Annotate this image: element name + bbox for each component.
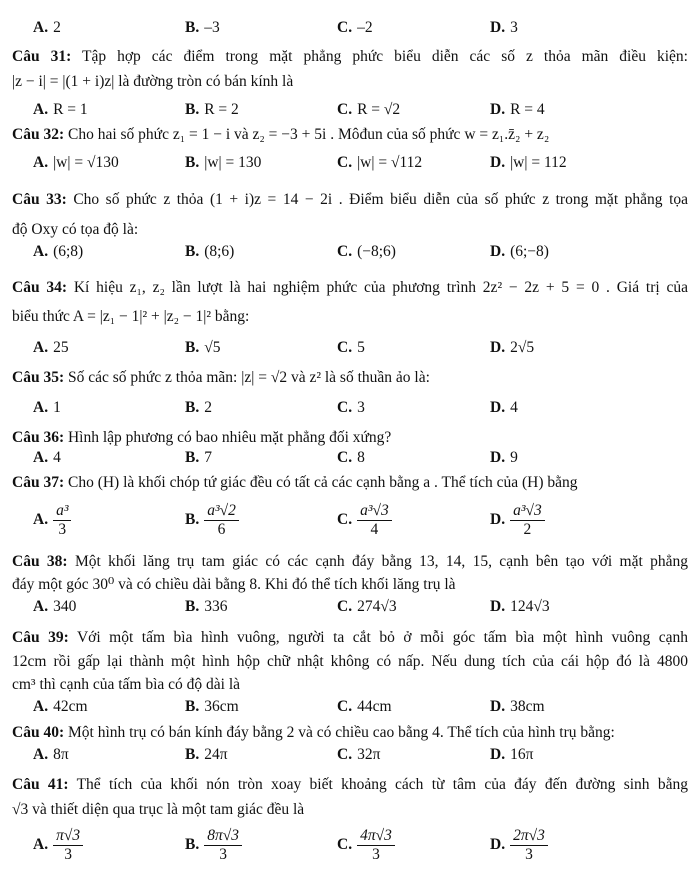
fraction	[357, 502, 392, 539]
answer-option	[185, 152, 261, 174]
option-letter: D.	[490, 836, 506, 854]
option-letter: D.	[490, 19, 506, 36]
answer-option	[185, 823, 242, 867]
option-text: (6;8)	[53, 243, 84, 260]
question-text: độ Oxy có tọa độ là:	[12, 221, 139, 238]
option-letter: A.	[33, 511, 49, 529]
fraction-denominator: 3	[58, 520, 67, 538]
question-label: Câu 34:	[12, 279, 68, 296]
option-text: (8;6)	[204, 243, 235, 260]
question-line	[12, 277, 688, 299]
question-label: Câu 39:	[12, 629, 69, 646]
option-letter: B.	[185, 449, 200, 466]
question-label: Câu 40:	[12, 724, 65, 741]
answer-option	[490, 696, 545, 718]
question-line	[12, 722, 688, 744]
question-text: Cho (H) là khối chóp tứ giác đều có tất cả các cạnh bằng a . Thể tích của (H) bằng	[67, 474, 578, 491]
answer-option	[490, 397, 518, 419]
option-text: 8	[357, 449, 365, 466]
option-letter: B.	[185, 399, 200, 416]
option-letter: C.	[337, 399, 353, 416]
question-line	[12, 627, 688, 649]
option-text: –2	[357, 19, 373, 36]
option-letter: A.	[33, 19, 49, 36]
answer-option	[337, 498, 392, 542]
question-line	[12, 124, 688, 146]
question-label: Câu 38:	[12, 553, 68, 570]
question-text: √3 và thiết diện qua trục là một tam giác đều là	[12, 801, 305, 818]
answer-option	[33, 152, 119, 174]
answer-option	[490, 447, 518, 469]
option-letter: A.	[33, 339, 49, 356]
option-text: 36cm	[204, 698, 239, 715]
fraction	[204, 502, 239, 539]
answer-option	[337, 447, 365, 469]
option-text: 16π	[510, 746, 534, 763]
option-letter: A.	[33, 698, 49, 715]
answer-option	[490, 498, 545, 542]
fraction-denominator: 3	[372, 845, 380, 863]
question-line	[12, 551, 688, 573]
question-line	[12, 189, 688, 211]
fraction-denominator: 3	[219, 845, 227, 863]
question-line	[12, 219, 688, 241]
answer-option	[490, 823, 548, 867]
question-text: Thể tích của khối nón tròn xoay biết khoảng cách từ tâm của đáy đến đường sinh bằng	[76, 776, 688, 793]
option-text: 3	[357, 399, 365, 416]
fraction-denominator: 6	[217, 520, 226, 538]
option-letter: B.	[185, 19, 200, 36]
question-line	[12, 651, 688, 673]
option-letter: A.	[33, 399, 49, 416]
option-letter: B.	[185, 154, 200, 171]
option-letter: D.	[490, 598, 506, 615]
option-text: R = 1	[53, 101, 88, 118]
option-letter: D.	[490, 698, 506, 715]
option-text: 5	[357, 339, 365, 356]
answer-option	[33, 17, 61, 39]
question-line	[12, 427, 688, 449]
answer-option	[33, 337, 69, 359]
option-letter: B.	[185, 746, 200, 763]
question-line	[12, 71, 688, 93]
option-text: 274√3	[357, 598, 397, 615]
answer-option	[185, 498, 239, 542]
answer-option	[33, 744, 69, 766]
option-letter: C.	[337, 101, 353, 118]
option-letter: D.	[490, 449, 506, 466]
question-label: Câu 33:	[12, 191, 67, 208]
answer-option	[185, 241, 234, 263]
question-label: Câu 32:	[12, 126, 65, 143]
option-letter: D.	[490, 399, 506, 416]
option-letter: C.	[337, 746, 353, 763]
option-text: 4	[510, 399, 518, 416]
option-text: 24π	[204, 746, 228, 763]
option-text: R = 4	[510, 101, 545, 118]
question-text: Tập hợp các điểm trong mặt phẳng phức biểu diễn các số z thỏa mãn điều kiện:	[81, 48, 688, 65]
answer-option	[337, 823, 395, 867]
option-text: 2	[204, 399, 212, 416]
answer-option	[337, 397, 365, 419]
answer-option	[490, 337, 534, 359]
fraction-denominator: 4	[370, 520, 379, 538]
question-line	[12, 367, 688, 389]
option-letter: C.	[337, 598, 353, 615]
question-text: Cho số phức z thỏa (1 + i)z = 14 − 2i . Điểm biểu diễn của số phức z trong mặt phẳng tọa	[73, 191, 688, 208]
fraction-numerator: a³√3	[357, 502, 392, 521]
question-text: Một hình trụ có bán kính đáy bằng 2 và có chiều cao bằng 4. Thể tích của hình trụ bằng:	[67, 724, 615, 741]
answer-option	[33, 596, 76, 618]
answer-option	[337, 337, 365, 359]
option-text: 42cm	[53, 698, 88, 715]
question-text: |z − i| = |(1 + i)z| là đường tròn có bán kính là	[12, 73, 294, 90]
question-label: Câu 37:	[12, 474, 65, 491]
answer-option	[33, 696, 88, 718]
option-text: R = 2	[204, 101, 239, 118]
answer-option	[337, 17, 373, 39]
answer-option	[490, 152, 567, 174]
option-text: 1	[53, 399, 61, 416]
fraction	[510, 827, 548, 864]
option-text: 124√3	[510, 598, 550, 615]
option-text: 8π	[53, 746, 69, 763]
option-letter: C.	[337, 243, 353, 260]
answer-option	[337, 152, 422, 174]
question-text: đáy một góc 30⁰ và có chiều dài bằng 8. Khi đó thể tích khối lăng trụ là	[12, 576, 456, 593]
option-letter: C.	[337, 19, 353, 36]
answer-option	[33, 447, 61, 469]
question-line	[12, 574, 688, 596]
fraction-numerator: 2π√3	[510, 827, 548, 846]
answer-option	[337, 99, 400, 121]
option-letter: A.	[33, 836, 49, 854]
option-letter: C.	[337, 698, 353, 715]
answer-option	[185, 337, 220, 359]
answer-option	[185, 744, 228, 766]
option-letter: D.	[490, 746, 506, 763]
option-text: (6;−8)	[510, 243, 549, 260]
fraction-numerator: 8π√3	[204, 827, 242, 846]
question-line	[12, 674, 688, 696]
question-line	[12, 774, 688, 796]
option-letter: B.	[185, 243, 200, 260]
question-label: Câu 31:	[12, 48, 72, 65]
fraction	[510, 502, 545, 539]
option-text: 44cm	[357, 698, 392, 715]
question-text: cm³ thì cạnh của tấm bìa có độ dài là	[12, 676, 241, 693]
answer-option	[337, 596, 397, 618]
question-text: biểu thức A = |z₁ − 1|² + |z₂ − 1|² bằng:	[12, 308, 250, 325]
option-text: 9	[510, 449, 518, 466]
option-letter: C.	[337, 836, 353, 854]
answer-option	[490, 744, 533, 766]
question-label: Câu 35:	[12, 369, 65, 386]
fraction-numerator: a³√3	[510, 502, 545, 521]
option-letter: B.	[185, 598, 200, 615]
option-letter: D.	[490, 511, 506, 529]
answer-option	[490, 17, 518, 39]
fraction-numerator: a³	[53, 502, 71, 521]
fraction-numerator: a³√2	[204, 502, 239, 521]
option-text: |w| = √130	[53, 154, 119, 171]
question-text: Cho hai số phức z₁ = 1 − i và z₂ = −3 + 5i . Môđun của số phức w = z₁.z̄₂ + z₂	[67, 126, 550, 143]
answer-option	[185, 696, 239, 718]
answer-option	[185, 447, 212, 469]
question-text: Kí hiệu z₁, z₂ lần lượt là hai nghiệm phức của phương trình 2z² − 2z + 5 = 0 . Giá trị của	[73, 279, 688, 296]
option-text: 25	[53, 339, 69, 356]
option-letter: B.	[185, 698, 200, 715]
option-letter: A.	[33, 101, 49, 118]
question-text: Hình lập phương có bao nhiêu mặt phẳng đối xứng?	[67, 429, 392, 446]
option-text: –3	[204, 19, 220, 36]
fraction	[53, 502, 71, 539]
option-text: 3	[510, 19, 518, 36]
question-line	[12, 46, 688, 68]
fraction	[53, 827, 83, 864]
option-letter: A.	[33, 243, 49, 260]
question-line	[12, 472, 688, 494]
answer-option	[185, 397, 212, 419]
option-letter: C.	[337, 511, 353, 529]
option-text: 32π	[357, 746, 381, 763]
answer-option	[33, 99, 88, 121]
answer-option	[185, 17, 220, 39]
fraction-denominator: 3	[64, 845, 72, 863]
option-text: 336	[204, 598, 228, 615]
answer-option	[185, 99, 239, 121]
option-letter: A.	[33, 598, 49, 615]
question-label: Câu 36:	[12, 429, 65, 446]
option-letter: D.	[490, 154, 506, 171]
answer-option	[337, 696, 392, 718]
fraction	[204, 827, 242, 864]
option-letter: B.	[185, 339, 200, 356]
answer-option	[185, 596, 227, 618]
option-letter: B.	[185, 101, 200, 118]
answer-option	[33, 397, 61, 419]
question-line	[12, 306, 688, 328]
option-letter: A.	[33, 154, 49, 171]
answer-option	[33, 823, 83, 867]
option-text: |w| = 130	[204, 154, 262, 171]
option-letter: B.	[185, 836, 200, 854]
option-letter: D.	[490, 243, 506, 260]
option-text: √5	[204, 339, 221, 356]
option-letter: B.	[185, 511, 200, 529]
answer-option	[490, 596, 550, 618]
question-text: Một khối lăng trụ tam giác có các cạnh đáy bằng 13, 14, 15, cạnh bên tạo với mặt phẳng	[74, 553, 688, 570]
option-letter: D.	[490, 101, 506, 118]
fraction-numerator: π√3	[53, 827, 83, 846]
question-text: 12cm rồi gấp lại thành một hình hộp chữ nhật không có nấp. Nếu dung tích của cái hộp đó là 4800	[12, 653, 688, 670]
option-letter: C.	[337, 449, 353, 466]
fraction-denominator: 3	[525, 845, 533, 863]
option-letter: C.	[337, 154, 353, 171]
answer-option	[337, 744, 380, 766]
option-text: 340	[53, 598, 77, 615]
option-letter: D.	[490, 339, 506, 356]
answer-option	[33, 498, 71, 542]
fraction-numerator: 4π√3	[357, 827, 395, 846]
answer-option	[33, 241, 83, 263]
answer-option	[490, 99, 545, 121]
fraction	[357, 827, 395, 864]
option-letter: A.	[33, 746, 49, 763]
answer-option	[490, 241, 549, 263]
option-text: 4	[53, 449, 61, 466]
fraction-denominator: 2	[523, 520, 532, 538]
option-text: |w| = 112	[510, 154, 567, 171]
option-text: (−8;6)	[357, 243, 396, 260]
answer-option	[337, 241, 396, 263]
question-text: Với một tấm bìa hình vuông, người ta cắt bỏ ở mỗi góc tấm bìa một hình vuông cạnh	[76, 629, 688, 646]
question-label: Câu 41:	[12, 776, 69, 793]
question-text: Số các số phức z thỏa mãn: |z| = √2 và z² là số thuần ảo là:	[67, 369, 430, 386]
option-text: 38cm	[510, 698, 545, 715]
question-line	[12, 799, 688, 821]
option-letter: C.	[337, 339, 353, 356]
option-text: 7	[204, 449, 212, 466]
option-text: |w| = √112	[357, 154, 423, 171]
option-text: R = √2	[357, 101, 401, 118]
option-text: 2	[53, 19, 61, 36]
option-letter: A.	[33, 449, 49, 466]
option-text: 2√5	[510, 339, 535, 356]
